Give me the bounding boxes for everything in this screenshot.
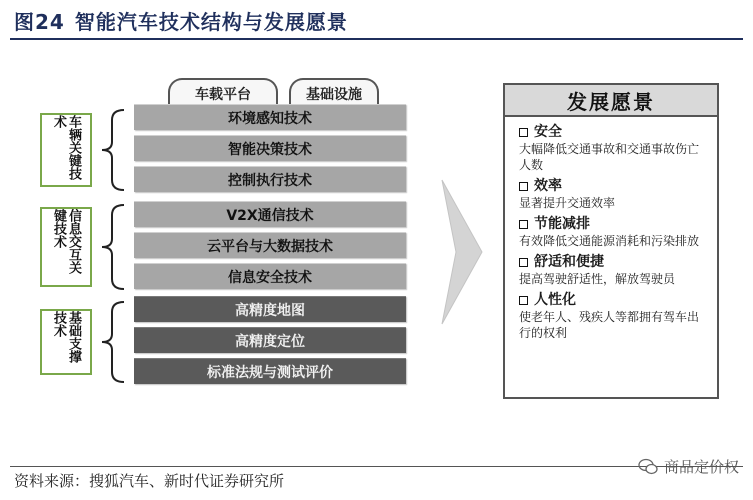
- checkbox-icon: [519, 296, 528, 305]
- vision-item: [519, 123, 707, 173]
- figure-title-text: 智能汽车技术结构与发展愿景: [74, 9, 348, 34]
- vision-item-head: 安全: [534, 124, 562, 140]
- brace-icon: [98, 300, 128, 384]
- checkbox-icon: [519, 128, 528, 137]
- group-vehicle-tech: [40, 113, 92, 187]
- brace-icon: [98, 108, 128, 192]
- vision-panel: [503, 83, 719, 399]
- checkbox-icon: [519, 258, 528, 267]
- layer-bar: 标准法规与测试评价: [134, 358, 406, 384]
- figure-title: [14, 6, 348, 34]
- vision-item-head: 舒适和便捷: [534, 254, 604, 270]
- vision-item: [519, 215, 707, 249]
- vision-item: [519, 177, 707, 211]
- layer-bar: 云平台与大数据技术: [134, 232, 406, 258]
- group-label: 车辆关键技术: [51, 115, 81, 180]
- checkbox-icon: [519, 182, 528, 191]
- vision-item-desc: 显著提升交通效率: [519, 196, 616, 210]
- group-label: 基础支撑技术: [51, 311, 81, 363]
- brace-icon: [98, 203, 128, 291]
- vision-item: [519, 253, 707, 287]
- source-note: 资料来源：搜狐汽车、新时代证券研究所: [14, 472, 285, 490]
- layer-bar: 高精度定位: [134, 327, 406, 353]
- title-rule: [10, 38, 743, 40]
- arrow-right-icon: [440, 178, 484, 326]
- vision-item-head: 节能减排: [534, 216, 590, 232]
- vision-item-desc: 提高驾驶舒适性，解放驾驶员: [519, 272, 676, 286]
- layer-bar: V2X通信技术: [134, 201, 406, 227]
- vision-item-head: 人性化: [534, 292, 576, 308]
- vision-item: [519, 291, 707, 341]
- watermark-text: 商品定价权: [663, 458, 739, 476]
- group-foundation-tech: [40, 309, 92, 375]
- vision-item-desc: 使老年人、残疾人等都拥有驾车出行的权利: [519, 310, 700, 340]
- checkbox-icon: [519, 220, 528, 229]
- platform-infrastructure: 基础设施: [289, 78, 379, 108]
- figure-number: 图24: [14, 9, 65, 34]
- layer-bar: 控制执行技术: [134, 166, 406, 192]
- layer-bar: 环境感知技术: [134, 104, 406, 130]
- platform-vehicle: 车载平台: [168, 78, 278, 108]
- group-interaction-tech: [40, 207, 92, 287]
- vision-item-desc: 大幅降低交通事故和交通事故伤亡人数: [519, 142, 700, 172]
- vision-item-head: 效率: [534, 178, 562, 194]
- footer-rule: [10, 466, 743, 467]
- group-label: 信息交互关键技术: [51, 209, 81, 274]
- watermark: [638, 456, 739, 477]
- layer-bar: 高精度地图: [134, 296, 406, 322]
- chat-bubble-icon: [638, 458, 658, 476]
- vision-title: 发展愿景: [505, 85, 717, 117]
- layer-bar: 信息安全技术: [134, 263, 406, 289]
- vision-item-desc: 有效降低交通能源消耗和污染排放: [519, 234, 700, 248]
- layer-bar: 智能决策技术: [134, 135, 406, 161]
